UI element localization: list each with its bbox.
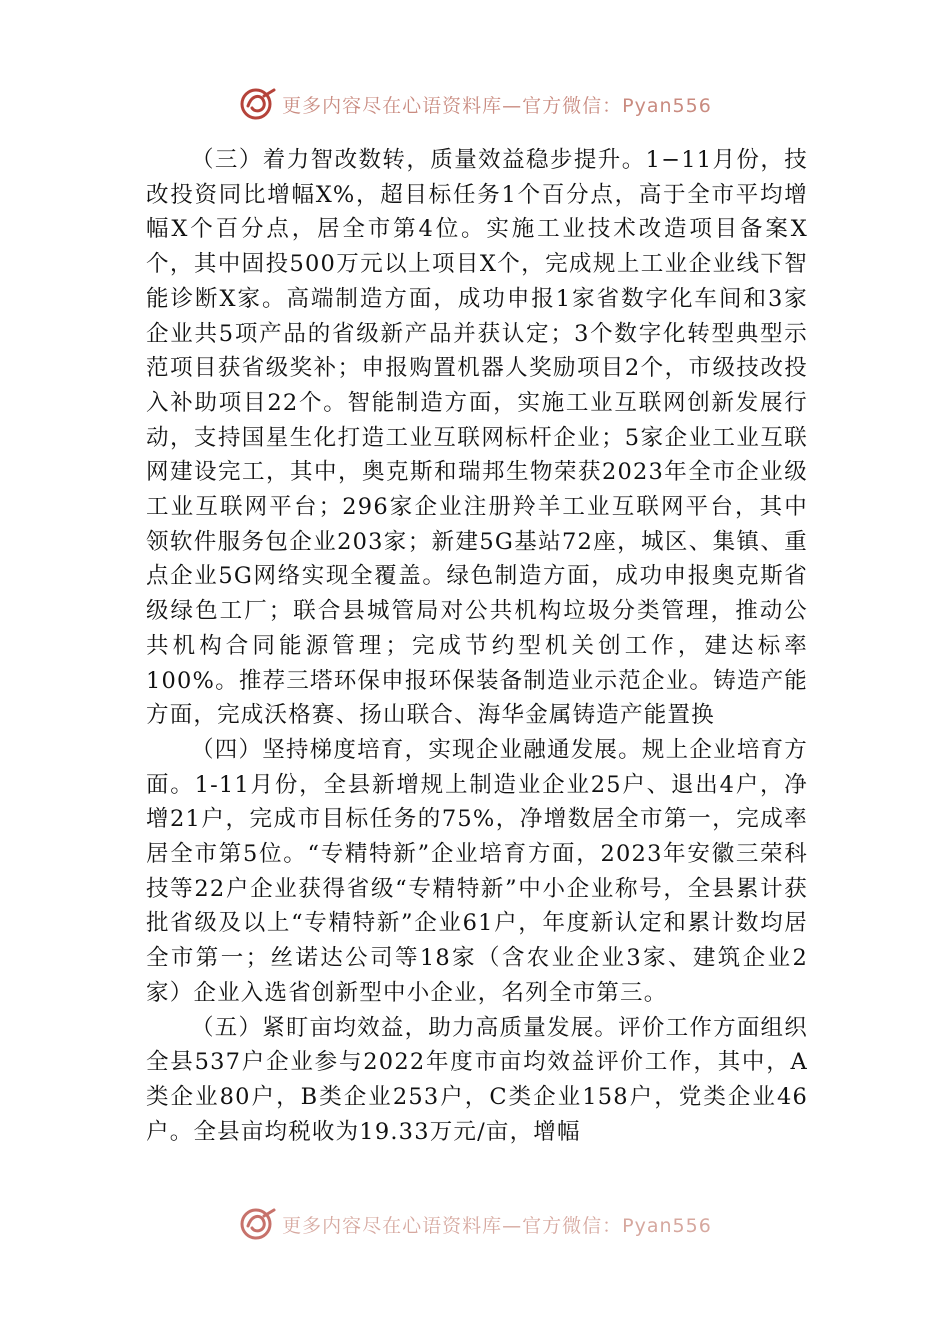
paragraph-4-heading: （四）坚持梯度培育，实现企业融通发展。 [191, 736, 642, 763]
paragraph-4 [146, 733, 808, 1011]
watermark-text: 更多内容尽在心语资料库—官方微信：Pyan556 [282, 1214, 712, 1237]
document-body [146, 143, 808, 1149]
watermark-footer [0, 1204, 950, 1244]
paragraph-3 [146, 143, 808, 733]
paragraph-5-body: 评价工作方面组织全县537户企业参与2022年度市亩均效益评价工作，其中，A类企业80户，B类企业253户，C类企业158户，党类企业46户。全县亩均税收为19.33万元/亩，增幅 [146, 1014, 808, 1145]
paragraph-4-body: 规上企业培育方面。1-11月份，全县新增规上制造业企业25户、退出4户，净增21户，完成市目标任务的75%，净增数居全市第一，完成率居全市第5位。“专精特新”企业培育方面，2023年安徽三荣科技等22户企业获得省级“专精特新”中小企业称号，全县累计获批省级及以上“专精特新”企业61户，年度新认定和累计数均居全市第一；丝诺达公司等18家（含农业企业3家、建筑企业2家）企业入选省创新型中小企业，名列全市第三。 [146, 736, 808, 1006]
watermark-text: 更多内容尽在心语资料库—官方微信：Pyan556 [282, 94, 712, 117]
paragraph-5-heading: （五）紧盯亩均效益，助力高质量发展。 [191, 1014, 619, 1041]
watermark-header [0, 84, 950, 124]
paragraph-3-body: 1−11月份，技改投资同比增幅X%，超目标任务1个百分点，高于全市平均增幅X个百分点，居全市第4位。实施工业技术改造项目备案X个，其中固投500万元以上项目X个，完成规上工业企业线下智能诊断X家。高端制造方面，成功申报1家省数字化车间和3家企业共5项产品的省级新产品并获认定；3个数字化转型典型示范项目获省级奖补；申报购置机器人奖励项目2个，市级技改投入补助项目22个。智能制造方面，实施工业互联网创新发展行动，支持国星生化打造工业互联网标杆企业；5家企业工业互联网建设完工，其中，奥克斯和瑞邦生物荣获2023年全市企业级工业互联网平台；296家企业注册羚羊工业互联网平台，其中领软件服务包企业203家；新建5G基站72座，城区、集镇、重点企业5G网络实现全覆盖。绿色制造方面，成功申报奥克斯省级绿色工厂；联合县城管局对公共机构垃圾分类管理，推动公共机构合同能源管理；完成节约型机关创工作，建达标率100%。推荐三塔环保申报环保装备制造业示范企业。铸造产能方面，完成沃格赛、扬山联合、海华金属铸造产能置换 [146, 147, 808, 729]
watermark-logo-icon [238, 86, 278, 122]
paragraph-3-heading: （三）着力智改数转，质量效益稳步提升。 [191, 147, 646, 173]
watermark-logo-icon [238, 1206, 278, 1242]
paragraph-5 [146, 1011, 808, 1150]
